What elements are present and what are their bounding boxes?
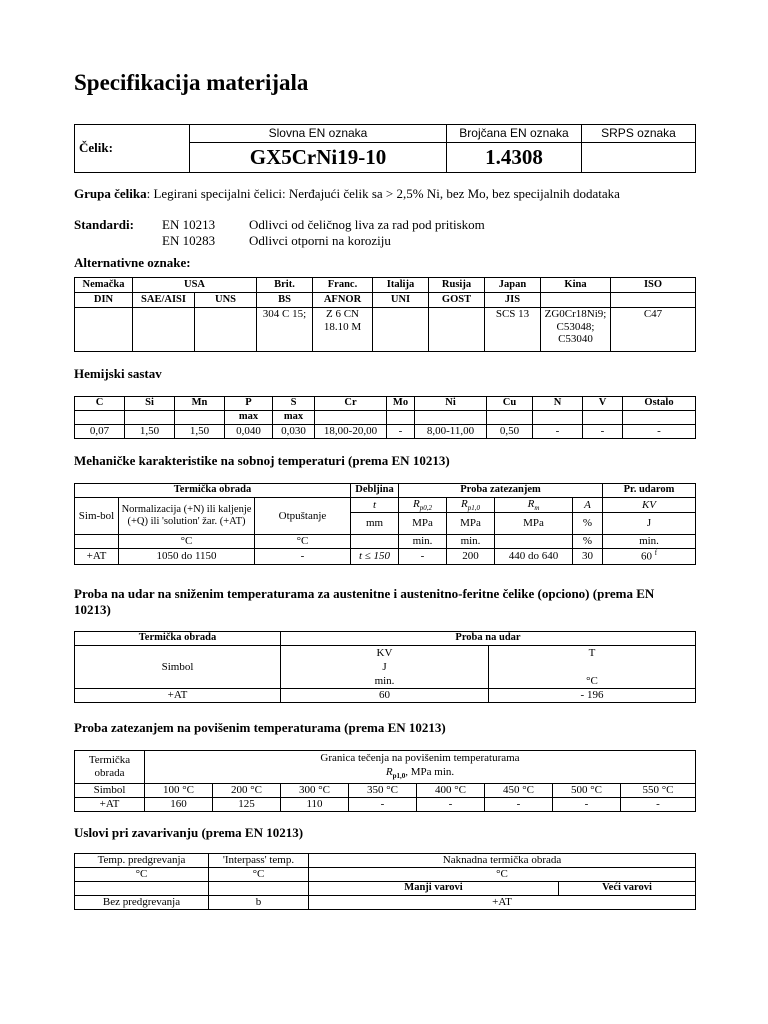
alt-h2-uni: UNI bbox=[373, 293, 429, 308]
chem-header-n: N bbox=[533, 397, 583, 411]
weld-small: Manji varovi bbox=[309, 882, 559, 896]
mech-u-pct: % bbox=[573, 513, 603, 535]
standards-label: Standardi: bbox=[74, 217, 134, 232]
mech-t: t bbox=[351, 498, 399, 513]
impact-h-term: Termička obrada bbox=[75, 632, 281, 646]
elev-temp: 450 °C bbox=[485, 784, 553, 798]
impact-simbol: Simbol bbox=[75, 646, 281, 689]
chem-sub: max bbox=[225, 411, 273, 425]
elev-value: - bbox=[349, 798, 417, 812]
chem-value-p: 0,040 bbox=[225, 425, 273, 439]
mech-min: min. bbox=[399, 535, 447, 549]
mech-row-rp10: 200 bbox=[447, 549, 495, 564]
chem-value-cu: 0,50 bbox=[487, 425, 533, 439]
alt-val-iso: C47 bbox=[611, 308, 696, 352]
chem-sub bbox=[387, 411, 415, 425]
alt-val bbox=[133, 308, 195, 352]
weld-c3: °C bbox=[309, 868, 696, 882]
elev-temp: 300 °C bbox=[281, 784, 349, 798]
alt-table bbox=[74, 277, 696, 352]
chem-value-mn: 1,50 bbox=[175, 425, 225, 439]
chem-header-mn: Mn bbox=[175, 397, 225, 411]
mech-a: A bbox=[573, 498, 603, 513]
alt-val bbox=[373, 308, 429, 352]
mech-rp02: $R_{p0,2}$ bbox=[399, 498, 447, 513]
mech-row-otpust: - bbox=[255, 549, 351, 564]
group-label: Grupa čelika bbox=[74, 186, 147, 201]
elev-row-label: +AT bbox=[75, 798, 145, 812]
chem-value-c: 0,07 bbox=[75, 425, 125, 439]
standard-code-1: EN 10213 bbox=[162, 217, 216, 232]
elev-value: - bbox=[621, 798, 696, 812]
alt-h-iso: ISO bbox=[611, 278, 696, 293]
alt-h2-empty-2 bbox=[611, 293, 696, 308]
alt-h-japan: Japan bbox=[485, 278, 541, 293]
chem-header-mo: Mo bbox=[387, 397, 415, 411]
elev-temp: 550 °C bbox=[621, 784, 696, 798]
elev-h-yield-line1: Granica tečenja na povišenim temperaturama bbox=[320, 752, 520, 764]
chem-header-cu: Cu bbox=[487, 397, 533, 411]
chem-value-v: - bbox=[583, 425, 623, 439]
chem-header-ni: Ni bbox=[415, 397, 487, 411]
chem-value-si: 1,50 bbox=[125, 425, 175, 439]
mech-min: min. bbox=[603, 535, 696, 549]
mech-table bbox=[74, 483, 696, 565]
chem-value-n: - bbox=[533, 425, 583, 439]
mech-pct: % bbox=[573, 535, 603, 549]
elev-temp: 500 °C bbox=[553, 784, 621, 798]
alt-h-usa: USA bbox=[133, 278, 257, 293]
alt-val-afnor: Z 6 CN 18.10 M bbox=[313, 308, 373, 352]
elevated-title: Proba zatezanjem na povišenim temperaturama (prema EN 10213) bbox=[74, 720, 446, 735]
chem-sub bbox=[623, 411, 696, 425]
welding-table bbox=[74, 853, 696, 910]
chem-sub bbox=[315, 411, 387, 425]
welding-title: Uslovi pri zavarivanju (prema EN 10213) bbox=[74, 825, 304, 840]
impact-j: J bbox=[382, 661, 387, 673]
alt-val bbox=[75, 308, 133, 352]
mech-u-mpa: MPa bbox=[495, 513, 573, 535]
mech-otpust: Otpuštanje bbox=[255, 498, 351, 535]
mech-min: min. bbox=[447, 535, 495, 549]
mech-simbol: Sim-bol bbox=[75, 498, 119, 535]
chem-sub bbox=[175, 411, 225, 425]
mech-row-rp02: - bbox=[399, 549, 447, 564]
impact-kv-cell bbox=[281, 646, 489, 689]
chem-sub bbox=[125, 411, 175, 425]
impact-t-cell bbox=[489, 646, 696, 689]
mech-c1: °C bbox=[119, 535, 255, 549]
en-number-header: Brojčana EN oznaka bbox=[447, 125, 582, 143]
chem-sub bbox=[487, 411, 533, 425]
weld-c1: °C bbox=[75, 868, 209, 882]
elev-h-term: Termička obrada bbox=[75, 751, 145, 784]
mech-rm: $R_m$ bbox=[495, 498, 573, 513]
mech-row-norm: 1050 do 1150 bbox=[119, 549, 255, 564]
mech-u-mm: mm bbox=[351, 513, 399, 535]
elev-value: 110 bbox=[281, 798, 349, 812]
alt-h2-bs: BS bbox=[257, 293, 313, 308]
chem-value-cr: 18,00-20,00 bbox=[315, 425, 387, 439]
alt-h2-sae: SAE/AISI bbox=[133, 293, 195, 308]
chem-header-cr: Cr bbox=[315, 397, 387, 411]
mech-h-term: Termička obrada bbox=[75, 484, 351, 498]
elev-temp: 400 °C bbox=[417, 784, 485, 798]
elev-temp: 100 °C bbox=[145, 784, 213, 798]
standard-code-2: EN 10283 bbox=[162, 233, 216, 248]
chem-header-s: S bbox=[273, 397, 315, 411]
en-letter-header: Slovna EN oznaka bbox=[190, 125, 447, 143]
elev-value: - bbox=[553, 798, 621, 812]
mech-kv: KV bbox=[603, 498, 696, 513]
chem-value-ni: 8,00-11,00 bbox=[415, 425, 487, 439]
mech-u-j: J bbox=[603, 513, 696, 535]
standard-desc-2: Odlivci otporni na koroziju bbox=[249, 233, 391, 248]
en-number-value: 1.4308 bbox=[447, 143, 582, 173]
steel-table bbox=[74, 124, 696, 173]
impact-row-kv: 60 bbox=[281, 689, 489, 703]
mech-rp10: $R_{p1,0}$ bbox=[447, 498, 495, 513]
alt-h-brit: Brit. bbox=[257, 278, 313, 293]
chem-header-c: C bbox=[75, 397, 125, 411]
elev-h-yield-line2: $R_{p1,0}$, MPa min. bbox=[385, 766, 455, 781]
alt-h-germany: Nemačka bbox=[75, 278, 133, 293]
weld-row-post: +AT bbox=[309, 896, 696, 910]
elevated-table bbox=[74, 750, 696, 812]
elev-simbol: Simbol bbox=[75, 784, 145, 798]
alt-h2-empty-1 bbox=[541, 293, 611, 308]
alt-h2-jis: JIS bbox=[485, 293, 541, 308]
mech-row-symbol: +AT bbox=[75, 549, 119, 564]
weld-c2: °C bbox=[209, 868, 309, 882]
mech-u-mpa: MPa bbox=[447, 513, 495, 535]
mech-row-thick: t ≤ 150 bbox=[351, 549, 399, 564]
mech-row-kv: 60 $^f$ bbox=[603, 549, 696, 564]
steel-label: Čelik: bbox=[75, 125, 190, 173]
srps-header: SRPS oznaka bbox=[582, 125, 696, 143]
alt-h-italy: Italija bbox=[373, 278, 429, 293]
chem-sub bbox=[583, 411, 623, 425]
chem-title: Hemijski sastav bbox=[74, 366, 162, 381]
chem-value-s: 0,030 bbox=[273, 425, 315, 439]
weld-h-pre: Temp. predgrevanja bbox=[75, 854, 209, 868]
elev-value: - bbox=[485, 798, 553, 812]
impact-kv: KV bbox=[376, 647, 393, 659]
mech-u-mpa: MPa bbox=[399, 513, 447, 535]
chem-header-ostalo: Ostalo bbox=[623, 397, 696, 411]
alt-val bbox=[429, 308, 485, 352]
elev-value: 160 bbox=[145, 798, 213, 812]
mech-h-tensile: Proba zatezanjem bbox=[399, 484, 603, 498]
elev-temp: 200 °C bbox=[213, 784, 281, 798]
mech-h-impact: Pr. udarom bbox=[603, 484, 696, 498]
elev-temp: 350 °C bbox=[349, 784, 417, 798]
en-letter-value: GX5CrNi19-10 bbox=[190, 143, 447, 173]
chem-sub bbox=[75, 411, 125, 425]
weld-h-post: Naknadna termička obrada bbox=[309, 854, 696, 868]
chem-header-p: P bbox=[225, 397, 273, 411]
chem-sub: max bbox=[273, 411, 315, 425]
elev-value: - bbox=[417, 798, 485, 812]
chem-value-ostalo: - bbox=[623, 425, 696, 439]
impact-h-test: Proba na udar bbox=[281, 632, 696, 646]
mech-title: Mehaničke karakteristike na sobnoj temperaturi (prema EN 10213) bbox=[74, 453, 450, 468]
alt-h2-gost: GOST bbox=[429, 293, 485, 308]
srps-value bbox=[582, 143, 696, 173]
impact-row-t: - 196 bbox=[489, 689, 696, 703]
standard-desc-1: Odlivci od čeličnog liva za rad pod pritiskom bbox=[249, 217, 485, 232]
impact-row-symbol: +AT bbox=[75, 689, 281, 703]
chem-value-mo: - bbox=[387, 425, 415, 439]
impact-min: min. bbox=[374, 675, 395, 687]
weld-large: Veći varovi bbox=[559, 882, 696, 896]
mech-norm: Normalizacija (+N) ili kaljenje (+Q) ili 'solution' žar. (+AT) bbox=[119, 498, 255, 535]
alt-h2-din: DIN bbox=[75, 293, 133, 308]
alt-h-china: Kina bbox=[541, 278, 611, 293]
alt-val-jis: SCS 13 bbox=[485, 308, 541, 352]
steel-group bbox=[74, 186, 620, 202]
page-title: Specifikacija materijala bbox=[74, 70, 309, 95]
alt-h2-afnor: AFNOR bbox=[313, 293, 373, 308]
mech-row-a: 30 bbox=[573, 549, 603, 564]
chem-sub bbox=[533, 411, 583, 425]
impact-c: °C bbox=[586, 675, 598, 687]
impact-t: T bbox=[588, 647, 596, 659]
alt-h-russia: Rusija bbox=[429, 278, 485, 293]
weld-row-inter: b bbox=[209, 896, 309, 910]
alt-h2-uns: UNS bbox=[195, 293, 257, 308]
elev-h-yield bbox=[145, 751, 696, 784]
weld-row-pre: Bez predgrevanja bbox=[75, 896, 209, 910]
alt-val-china: ZG0Cr18Ni9; C53048; C53040 bbox=[541, 308, 611, 352]
alt-h-franc: Franc. bbox=[313, 278, 373, 293]
elev-value: 125 bbox=[213, 798, 281, 812]
chem-header-v: V bbox=[583, 397, 623, 411]
alt-val-bs: 304 C 15; bbox=[257, 308, 313, 352]
chem-sub bbox=[415, 411, 487, 425]
chem-header-si: Si bbox=[125, 397, 175, 411]
alt-title: Alternativne oznake: bbox=[74, 255, 191, 270]
weld-h-inter: 'Interpass' temp. bbox=[209, 854, 309, 868]
chem-table bbox=[74, 396, 696, 439]
impact-table bbox=[74, 631, 696, 703]
mech-h-thick: Debljina bbox=[351, 484, 399, 498]
alt-val bbox=[195, 308, 257, 352]
mech-row-rm: 440 do 640 bbox=[495, 549, 573, 564]
mech-c2: °C bbox=[255, 535, 351, 549]
impact-title: Proba na udar na sniženim temperaturama za austenitne i austenitno-feritne čelike (opciono) (prema EN 10213) bbox=[74, 586, 655, 617]
group-text: : Legirani specijalni čelici: Nerđajući čelik sa > 2,5% Ni, bez Mo, bez specijalnih dodataka bbox=[146, 186, 620, 201]
